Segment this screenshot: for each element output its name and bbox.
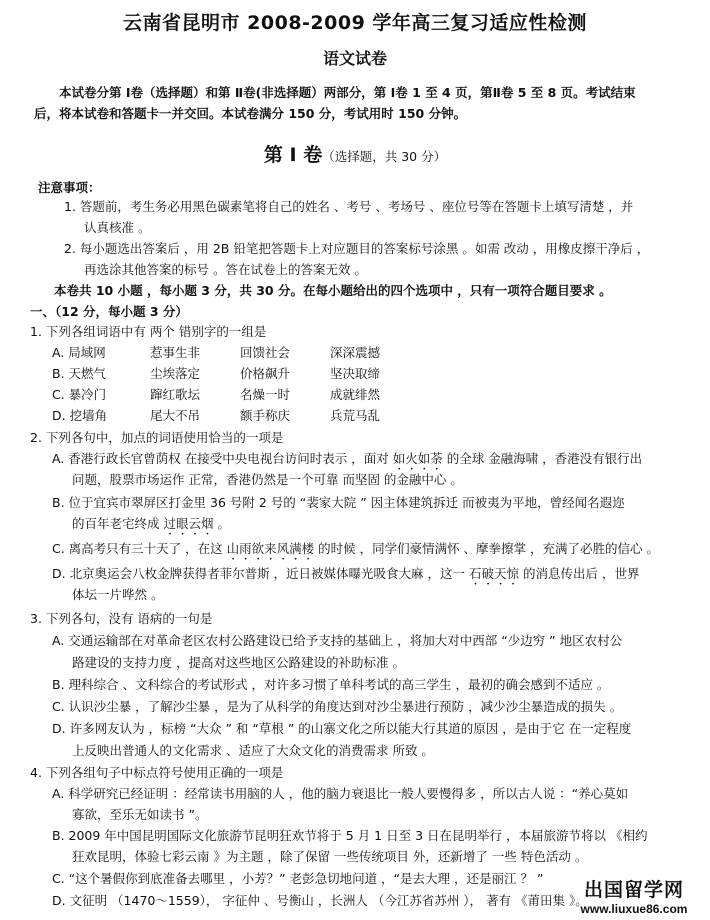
q1-option-c-4: 成就绯然 <box>330 387 381 402</box>
watermark-title: 出国留学网 <box>583 879 684 901</box>
q1-option-c-1: C. 暴冷门 <box>52 387 107 402</box>
q2-option-d-line-2: 体坛一片哗然 。 <box>72 587 164 602</box>
site-watermark <box>564 875 704 916</box>
q1-option-d-1: D. 挖墙角 <box>52 408 108 423</box>
q1-option-a-3: 回馈社会 <box>240 345 291 360</box>
q1-option-c-2: 蹿红歌坛 <box>150 387 201 402</box>
q2-d-text-1: D. 北京奥运会八枚金牌获得者菲尔普斯 ，近日被媒体曝光吸食大麻 ，这一 <box>52 566 469 581</box>
notice-rule: 本卷共 10 小题 ，每小题 3 分，共 30 分。在每小题给出的四个选项中 ，只有一项符合题目要求 。 <box>54 283 612 298</box>
q1-option-a-4: 深深震撼 <box>330 345 381 360</box>
q3-option-b: B. 理科综合 、文科综合的考试形式 ，对许多习惯了单科考试的高三学生 ，最初的确会感到不适应 。 <box>52 677 610 692</box>
section-title: 第 Ⅰ 卷 <box>263 144 323 166</box>
q1-option-d-2: 尾大不吊 <box>150 408 201 423</box>
q2-a-dotted: 如火如荼 <box>392 451 443 466</box>
q2-option-b-line-1: B. 位于宜宾市翠屏区打金里 36 号附 2 号的 “裴家大院 ” 因主体建筑拆迁 而被夷为平地，曾经闻名遐迩 <box>52 495 625 510</box>
q2-b-text-2: 。 <box>213 516 230 531</box>
q2-option-a-line-2: 问题，股票市场运作 正常，香港仍然是一个可靠 而坚固 的金融中心 。 <box>72 472 463 487</box>
section-note: （选择题，共 30 分） <box>322 149 447 164</box>
q2-c-text-2: 的时候 ，同学们豪情满怀 、摩拳擦掌 ，充满了必胜的信心 。 <box>314 541 660 556</box>
intro-line-2: 后，将本试卷和答题卡一并交回。本试卷满分 150 分，考试用时 150 分钟。 <box>34 106 467 121</box>
q2-d-text-2: 的消息传出后 ，世界 <box>519 566 640 581</box>
exam-title: 云南省昆明市 2008-2009 学年高三复习适应性检测 <box>123 12 587 34</box>
q2-option-b-line-2 <box>72 514 230 538</box>
q1-stem: 1. 下列各组词语中有 两个 错别字的一组是 <box>30 324 267 339</box>
q3-option-d-line-1: D. 许多网友认为 ，标榜 “大众 ” 和 “草根 ” 的山寨文化之所以能大行其道的原因 ，是由于它 在一定程度 <box>52 721 632 736</box>
q1-option-b-1: B. 天燃气 <box>52 366 107 381</box>
q1-option-b-2: 尘埃落定 <box>150 366 201 381</box>
q3-option-d-line-2: 上反映出普通人的文化需求 、适应了大众文化的消费需求 所致 。 <box>72 743 434 758</box>
q4-option-a-line-2: 寡欲，至乐无如读书 ”。 <box>72 807 208 822</box>
q1-option-a-1: A. 局域网 <box>52 345 106 360</box>
q3-option-c: C. 认识沙尘暴 ，了解沙尘暴 ，是为了从科学的角度达到对沙尘暴进行预防 ，减少沙尘暴造成的损失 。 <box>52 699 623 714</box>
q3-stem: 3. 下列各句，没有 语病的一句是 <box>30 611 213 626</box>
watermark-url: www.liuxue86.com <box>580 902 688 916</box>
q2-a-text-1: A. 香港行政长官曾荫权 在接受中央电视台访问时表示 ，面对 <box>52 451 393 466</box>
intro-line-1: 本试卷分第 Ⅰ卷（选择题）和第 Ⅱ卷(非选择题）两部分，第 Ⅰ卷 1 至 4 页，第Ⅱ卷 5 至 8 页。考试结束 <box>59 85 636 100</box>
part-1-heading: 一、（12 分，每小题 3 分） <box>30 304 188 319</box>
q2-b-text-1: 的百年老宅终成 <box>72 516 164 531</box>
q1-option-b-4: 坚决取缔 <box>330 366 381 381</box>
q2-stem: 2. 下列各句中，加点的词语使用恰当的一项是 <box>30 430 284 445</box>
notice-item-2-line-1: 2. 每小题选出答案后 ，用 2B 铅笔把答题卡上对应题目的答案标号涂黑 。如需 改动 ，用橡皮擦干净后 ， <box>64 241 650 256</box>
exam-subtitle: 语文试卷 <box>322 49 387 68</box>
q4-option-c: C. “这个暑假你到底准备去哪里 ，小芳？” 老彭急切地问道 ，“是去大理 ，还是丽江 ？ ” <box>52 871 544 886</box>
q3-option-a-line-2: 路建设的支持力度 ，提高对这些地区公路建设的补助标准 。 <box>72 655 405 670</box>
q4-option-a-line-1: A. 科学研究已经证明 ：经常读书用脑的人 ，他的脑力衰退比一般人要慢得多 ，所以古人说 ：“养心莫如 <box>52 786 629 801</box>
q4-option-b-line-2: 狂欢昆明，体验七彩云南 》为主题 ，除了保留 一些传统项目 外，还新增了 一些 特色活动 。 <box>72 849 588 864</box>
q2-d-dotted: 石破天惊 <box>469 566 520 581</box>
q1-option-a-2: 惹事生非 <box>150 345 201 360</box>
notice-item-2-line-2: 再选涂其他答案的标号 。答在试卷上的答案无效 。 <box>84 262 367 277</box>
q2-a-text-2: 的全球 金融海啸 ，香港没有银行出 <box>442 451 643 466</box>
q2-b-dotted: 过眼云烟 <box>163 516 214 531</box>
q2-option-c-line-1 <box>52 539 659 563</box>
notice-item-1-line-2: 认真核准 。 <box>84 220 151 235</box>
q4-stem: 4. 下列各组句子中标点符号使用正确的一项是 <box>30 765 284 780</box>
q1-option-d-3: 额手称庆 <box>240 408 291 423</box>
q1-option-c-3: 名燥一时 <box>240 387 291 402</box>
section-heading <box>0 140 710 167</box>
notice-item-1-line-1: 1. 答题前，考生务必用黑色碳素笔将自己的姓名 、考号 、考场号 、座位号等在答题卡上填写清楚 ，并 <box>64 199 634 214</box>
q1-option-d-4: 兵荒马乱 <box>330 408 381 423</box>
q1-option-b-3: 价格飙升 <box>240 366 291 381</box>
q4-option-d: D. 文征明 （1470～1559）， 字征仲 、号衡山 ，长洲人 （今江苏省苏州 ）， 著有 《莆田集 》。 <box>52 893 588 908</box>
notice-heading: 注意事项： <box>38 180 101 195</box>
q2-c-text-1: C. 离高考只有三十天了 ，在这 <box>52 541 227 556</box>
q2-c-dotted: 山雨欲来风满楼 <box>226 541 315 556</box>
q4-option-b-line-1: B. 2009 年中国昆明国际文化旅游节昆明狂欢节将于 5 月 1 日至 3 日在昆明举行 ，本届旅游节将以 《相约 <box>52 828 648 843</box>
exam-intro <box>34 82 684 124</box>
q3-option-a-line-1: A. 交通运输部在对革命老区农村公路建设已给予支持的基础上 ，将加大对中西部 “少边穷 ” 地区农村公 <box>52 633 623 648</box>
